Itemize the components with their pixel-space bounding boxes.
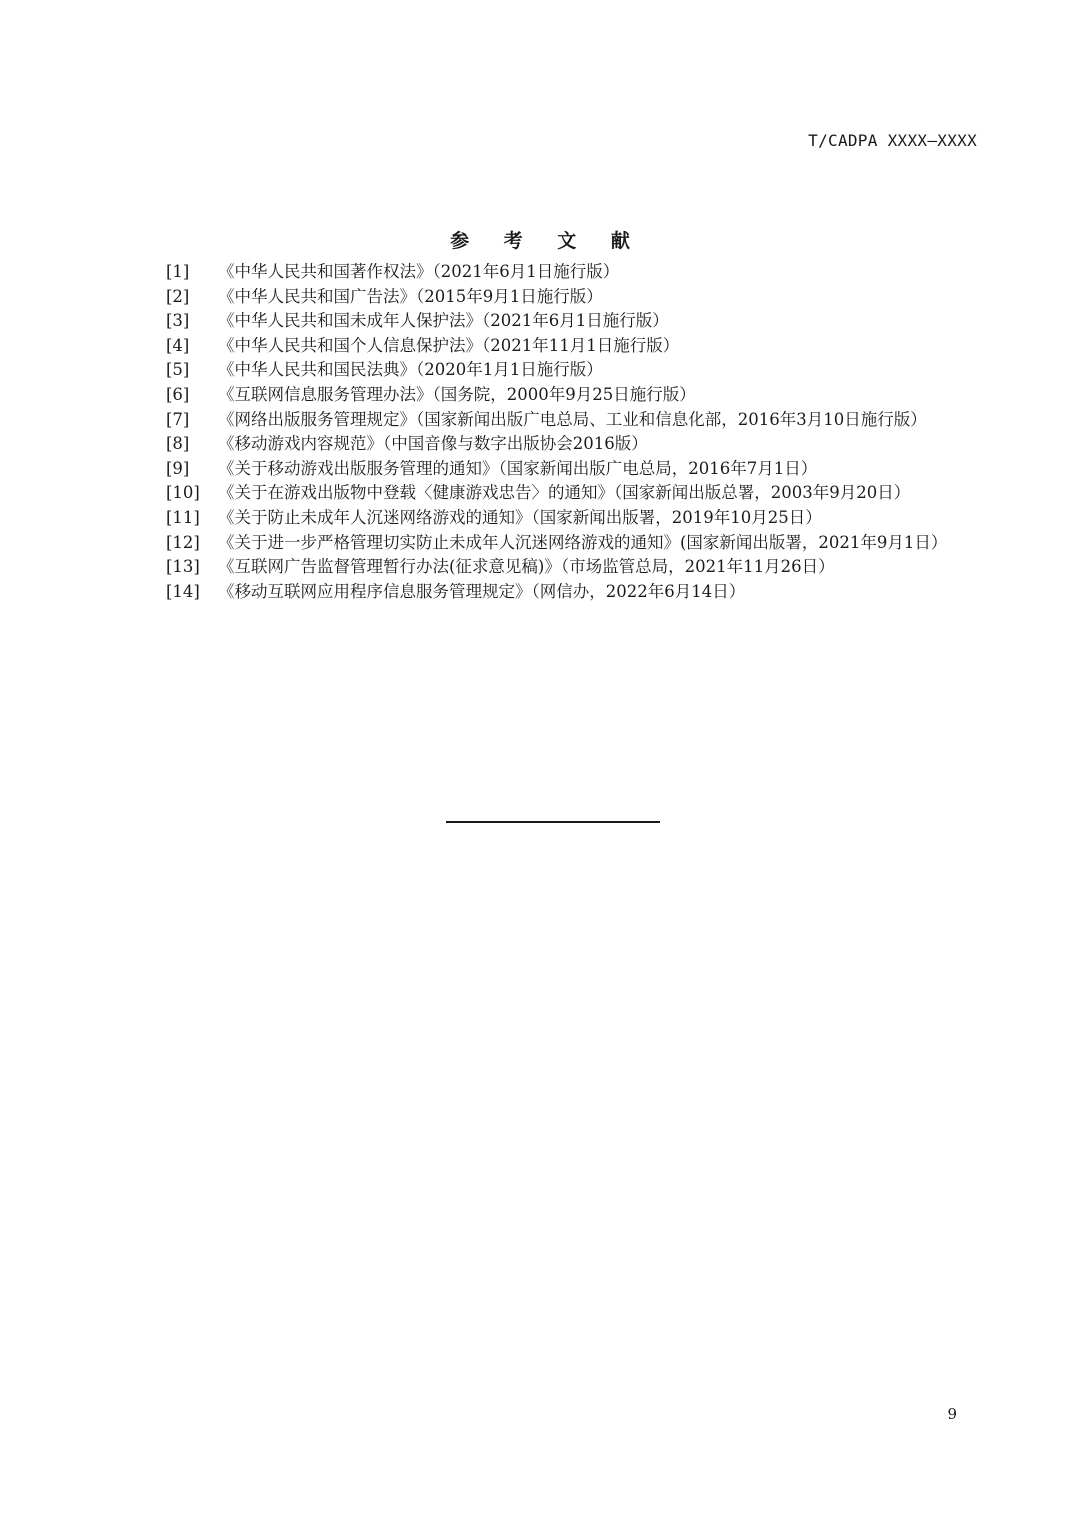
- reference-number: [14]: [166, 581, 200, 601]
- reference-item-1: [130, 260, 978, 285]
- reference-text: 《关于进一步严格管理切实防止未成年人沉迷网络游戏的通知》(国家新闻出版署，2021年9月1日）: [218, 532, 948, 552]
- reference-item-5: [130, 358, 978, 383]
- reference-text: 《中华人民共和国个人信息保护法》（2021年11月1日施行版）: [218, 335, 680, 355]
- reference-number: [2]: [166, 286, 190, 306]
- reference-text: 《关于移动游戏出版服务管理的通知》（国家新闻出版广电总局，2016年7月1日）: [218, 458, 818, 478]
- reference-number: [9]: [166, 458, 190, 478]
- reference-number: [1]: [166, 262, 190, 281]
- reference-item-14: [130, 580, 978, 605]
- reference-text: 《移动互联网应用程序信息服务管理规定》（网信办，2022年6月14日）: [218, 581, 746, 601]
- reference-text: 《中华人民共和国民法典》（2020年1月1日施行版）: [218, 360, 603, 380]
- end-divider: [446, 821, 660, 823]
- reference-text: 《中华人民共和国广告法》（2015年9月1日施行版）: [218, 286, 603, 306]
- reference-text: 《关于在游戏出版物中登载〈健康游戏忠告〉的通知》（国家新闻出版总署，2003年9月20日）: [218, 483, 911, 503]
- reference-item-10: [130, 481, 978, 506]
- reference-number: [11]: [166, 507, 200, 527]
- reference-number: [8]: [166, 434, 190, 454]
- reference-text: 《中华人民共和国著作权法》（2021年6月1日施行版）: [218, 262, 620, 281]
- reference-number: [5]: [166, 360, 190, 380]
- reference-text: 《互联网信息服务管理办法》（国务院，2000年9月25日施行版）: [218, 384, 696, 404]
- reference-item-7: [130, 408, 978, 433]
- reference-text: 《移动游戏内容规范》（中国音像与数字出版协会2016版）: [218, 434, 648, 454]
- reference-number: [4]: [166, 335, 190, 355]
- reference-list: [130, 260, 978, 604]
- reference-text: 《关于防止未成年人沉迷网络游戏的通知》（国家新闻出版署，2019年10月25日）: [218, 507, 822, 527]
- reference-text: 《中华人民共和国未成年人保护法》（2021年6月1日施行版）: [218, 311, 669, 331]
- reference-item-13: [130, 555, 978, 580]
- reference-item-4: [130, 334, 978, 359]
- reference-number: [6]: [166, 384, 190, 404]
- reference-number: [12]: [166, 532, 200, 552]
- reference-item-2: [130, 285, 978, 310]
- page-number: 9: [947, 1405, 957, 1423]
- reference-number: [13]: [166, 557, 200, 577]
- reference-number: [7]: [166, 409, 190, 429]
- reference-item-6: [130, 383, 978, 408]
- reference-item-8: [130, 432, 978, 457]
- reference-item-9: [130, 457, 978, 482]
- reference-number: [10]: [166, 483, 200, 503]
- reference-text: 《网络出版服务管理规定》（国家新闻出版广电总局、工业和信息化部，2016年3月10日施行版）: [218, 409, 927, 429]
- reference-item-11: [130, 506, 978, 531]
- reference-item-12: [130, 531, 978, 556]
- document-code: T/CADPA XXXX—XXXX: [808, 131, 977, 150]
- reference-text: 《互联网广告监督管理暂行办法(征求意见稿)》（市场监管总局，2021年11月26日）: [218, 557, 835, 577]
- reference-item-3: [130, 309, 978, 334]
- references-title: 参 考 文 献: [450, 230, 644, 252]
- reference-number: [3]: [166, 311, 190, 331]
